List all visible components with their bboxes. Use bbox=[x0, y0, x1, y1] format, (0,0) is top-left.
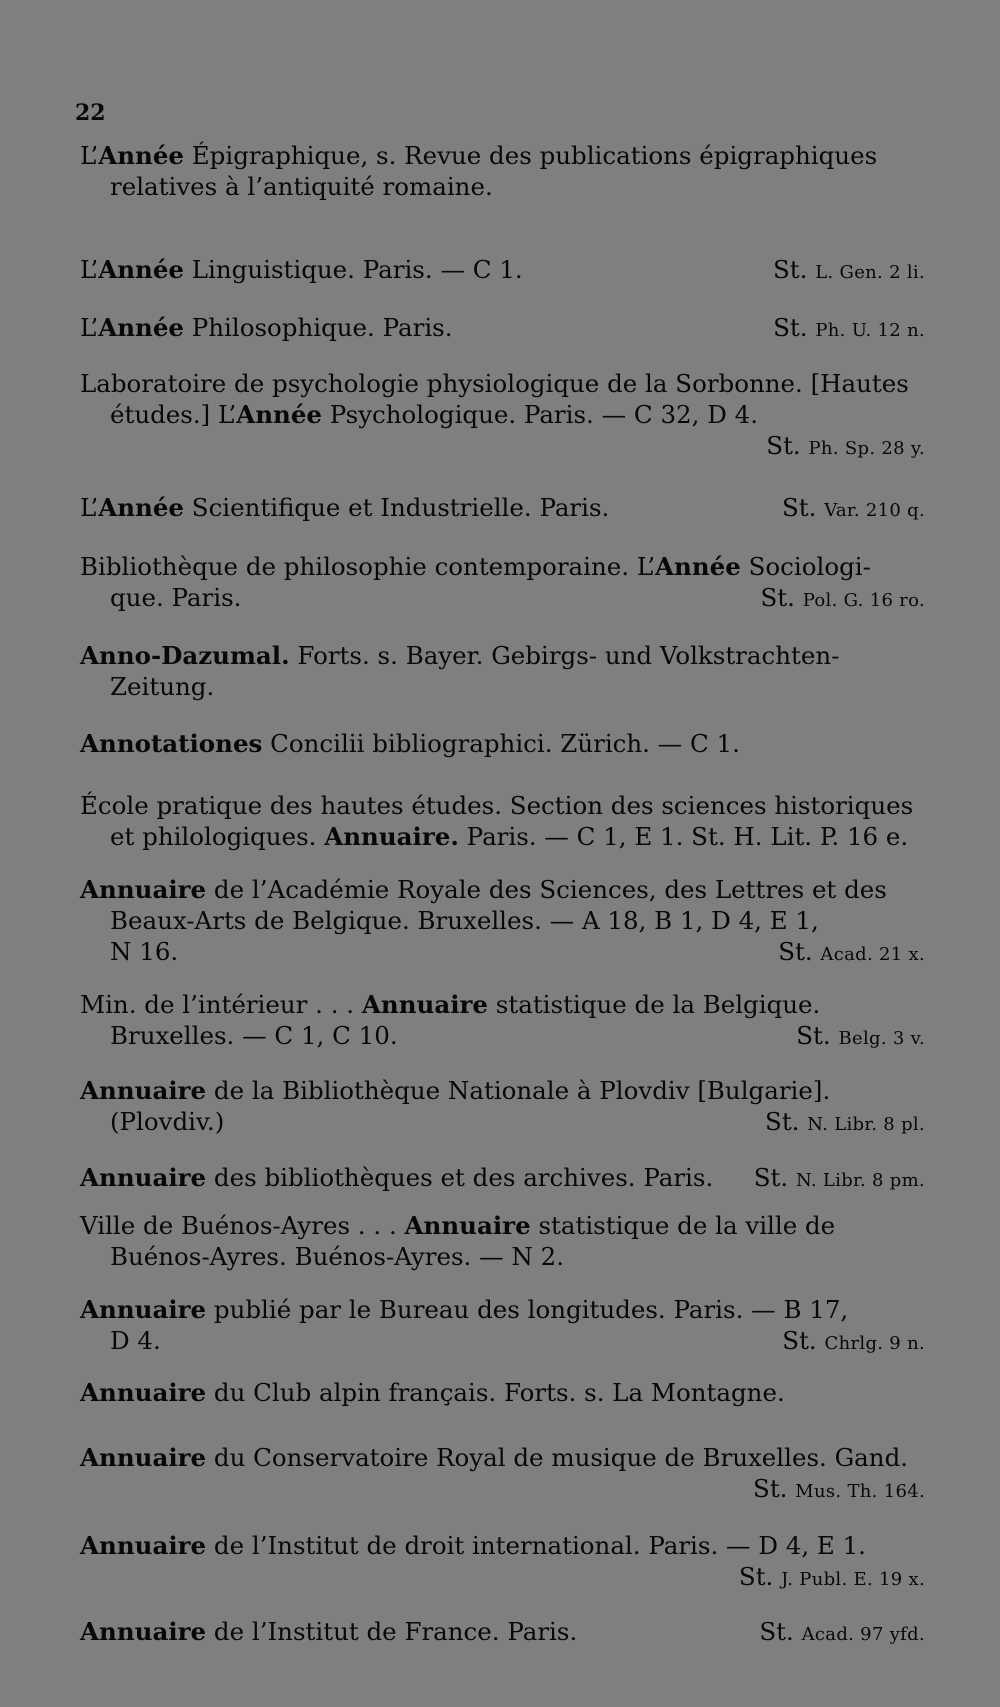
entry-text-post: Paris. — C 1, E 1. St. H. Lit. P. 16 e. bbox=[458, 822, 909, 851]
entry-line bbox=[80, 1294, 925, 1325]
entry-text-post: de l’Institut de droit international. Paris. — D 4, E 1. bbox=[206, 1531, 866, 1560]
entry-line bbox=[80, 254, 925, 288]
entry-keyword: Annuaire bbox=[80, 1076, 207, 1105]
entry-text bbox=[80, 140, 877, 171]
entry-line bbox=[80, 821, 925, 852]
shelf-location-prefix: St. bbox=[759, 1617, 794, 1646]
shelf-location-prefix: St. bbox=[753, 1163, 789, 1192]
catalog-entry bbox=[80, 1075, 925, 1140]
entry-text-post: Épigraphique, s. Revue des publications épigraphiques bbox=[184, 141, 878, 170]
catalog-entry bbox=[80, 1162, 925, 1196]
entry-text bbox=[80, 1075, 830, 1106]
entry-keyword: Annuaire bbox=[80, 1163, 207, 1192]
entry-text bbox=[110, 821, 908, 852]
entry-line bbox=[80, 790, 925, 821]
entry-text-post: Psychologique. Paris. — C 32, D 4. bbox=[322, 400, 759, 429]
entry-keyword: Annotationes bbox=[80, 729, 263, 758]
shelf-location bbox=[773, 254, 925, 288]
entry-line bbox=[80, 1241, 925, 1272]
entry-text-pre: Ville de Buénos-Ayres . . . bbox=[80, 1211, 405, 1240]
shelf-location-code: N. Libr. 8 pm. bbox=[795, 1170, 925, 1191]
entry-line bbox=[80, 1377, 925, 1408]
entry-line bbox=[80, 492, 925, 526]
entry-text-post: Scientifique et Industrielle. Paris. bbox=[184, 493, 610, 522]
shelf-location bbox=[759, 1616, 925, 1650]
shelf-location bbox=[739, 1561, 925, 1595]
catalog-entry bbox=[80, 492, 925, 526]
shelf-location bbox=[761, 582, 926, 616]
entry-line bbox=[80, 936, 925, 970]
catalog-entry bbox=[80, 728, 925, 759]
entry-line bbox=[80, 551, 925, 582]
entry-text-post: statistique de la Belgique. bbox=[488, 990, 821, 1019]
shelf-location-code: J. Publ. E. 19 x. bbox=[781, 1569, 925, 1590]
entry-text bbox=[80, 1162, 713, 1193]
entry-text-pre: Buénos-Ayres. Buénos-Ayres. — N 2. bbox=[110, 1242, 565, 1271]
shelf-location-prefix: St. bbox=[773, 255, 808, 284]
entry-keyword: Année bbox=[98, 141, 184, 170]
entry-text-pre: Beaux-Arts de Belgique. Bruxelles. — A 18, B 1, D 4, E 1, bbox=[110, 906, 819, 935]
shelf-location-code: N. Libr. 8 pl. bbox=[807, 1114, 925, 1135]
entry-line bbox=[80, 582, 925, 616]
entry-line bbox=[80, 989, 925, 1020]
entry-line bbox=[80, 1325, 925, 1359]
shelf-location-prefix: St. bbox=[796, 1021, 831, 1050]
entry-line bbox=[80, 1561, 925, 1595]
shelf-location-code: Acad. 97 yfd. bbox=[801, 1624, 925, 1645]
catalog-entry bbox=[80, 640, 925, 702]
shelf-location bbox=[766, 430, 925, 464]
entry-text-pre: D 4. bbox=[110, 1326, 161, 1355]
shelf-location-code: Ph. Sp. 28 y. bbox=[808, 438, 925, 459]
catalog-entry bbox=[80, 874, 925, 970]
shelf-location-code: Belg. 3 v. bbox=[838, 1028, 925, 1049]
page-number: 22 bbox=[75, 100, 106, 126]
entry-text bbox=[110, 936, 178, 967]
entry-text bbox=[110, 399, 758, 430]
entry-text bbox=[110, 1106, 224, 1137]
entry-text bbox=[80, 1377, 785, 1408]
entry-line bbox=[80, 312, 925, 346]
entry-text-post: Concilii bibliographici. Zürich. — C 1. bbox=[262, 729, 740, 758]
entry-text bbox=[80, 551, 871, 582]
entry-text-pre: Laboratoire de psychologie physiologique de la Sorbonne. [Hautes bbox=[80, 369, 909, 398]
entry-text-pre: L’ bbox=[80, 493, 99, 522]
catalog-entry bbox=[80, 1616, 925, 1650]
entry-text-pre: L’ bbox=[80, 141, 99, 170]
catalog-entry bbox=[80, 254, 925, 288]
entry-text-post: publié par le Bureau des longitudes. Paris. — B 17, bbox=[206, 1295, 849, 1324]
entry-text-pre: Bibliothèque de philosophie contemporaine. L’ bbox=[80, 552, 656, 581]
entry-line bbox=[80, 430, 925, 464]
shelf-location-code: Var. 210 q. bbox=[824, 500, 925, 521]
entry-text-post: Sociologi- bbox=[740, 552, 871, 581]
entry-line bbox=[80, 1075, 925, 1106]
entry-text-post: du Club alpin français. Forts. s. La Montagne. bbox=[206, 1378, 785, 1407]
shelf-location-code: Mus. Th. 164. bbox=[795, 1481, 925, 1502]
entry-text bbox=[80, 1210, 835, 1241]
shelf-location-prefix: St. bbox=[782, 1326, 817, 1355]
shelf-location-code: Chrlg. 9 n. bbox=[824, 1333, 925, 1354]
entry-text bbox=[80, 312, 453, 343]
entry-line bbox=[80, 171, 925, 202]
shelf-location-prefix: St. bbox=[765, 1107, 800, 1136]
shelf-location-code: Ph. U. 12 n. bbox=[815, 320, 925, 341]
entry-line bbox=[80, 1106, 925, 1140]
catalog-entry bbox=[80, 140, 925, 202]
entry-text-post: des bibliothèques et des archives. Paris. bbox=[206, 1163, 714, 1192]
shelf-location-code: Pol. G. 16 ro. bbox=[802, 590, 925, 611]
entry-text-post: de la Bibliothèque Nationale à Plovdiv [Bulgarie]. bbox=[206, 1076, 831, 1105]
catalog-entry bbox=[80, 1210, 925, 1272]
shelf-location-prefix: St. bbox=[778, 937, 813, 966]
entry-keyword: Annuaire bbox=[80, 1295, 207, 1324]
entry-text-pre: études.] L’ bbox=[110, 400, 237, 429]
entry-text bbox=[80, 640, 839, 671]
entry-keyword: Annuaire bbox=[404, 1211, 531, 1240]
entry-text-pre: L’ bbox=[80, 313, 99, 342]
entry-line bbox=[80, 399, 925, 430]
entry-keyword: Annuaire bbox=[80, 1617, 207, 1646]
catalog-entry bbox=[80, 312, 925, 346]
entry-text bbox=[80, 1530, 866, 1561]
entry-text-post: Linguistique. Paris. — C 1. bbox=[184, 255, 523, 284]
entry-line bbox=[80, 905, 925, 936]
entry-text bbox=[110, 1241, 564, 1272]
shelf-location bbox=[773, 312, 925, 346]
entry-text bbox=[110, 905, 819, 936]
entry-text bbox=[80, 989, 820, 1020]
catalog-entry bbox=[80, 1294, 925, 1359]
entry-text bbox=[80, 790, 913, 821]
entry-text bbox=[80, 728, 740, 759]
entry-text bbox=[110, 582, 241, 613]
entry-keyword: Année bbox=[655, 552, 741, 581]
catalog-entry bbox=[80, 1530, 925, 1595]
entry-text-pre: L’ bbox=[80, 255, 99, 284]
entry-keyword: Annuaire. bbox=[324, 822, 459, 851]
entry-keyword: Annuaire bbox=[80, 1443, 207, 1472]
entry-keyword: Année bbox=[236, 400, 323, 429]
entry-keyword: Année bbox=[98, 493, 184, 522]
entry-text bbox=[110, 171, 493, 202]
entry-text-pre: que. Paris. bbox=[110, 583, 242, 612]
entry-line bbox=[80, 1162, 925, 1196]
entry-text bbox=[80, 1442, 908, 1473]
entry-keyword: Année bbox=[98, 313, 184, 342]
entry-line bbox=[80, 671, 925, 702]
catalog-entry bbox=[80, 1442, 925, 1507]
entry-text bbox=[110, 1325, 161, 1356]
entry-text-pre: Bruxelles. — C 1, C 10. bbox=[110, 1021, 398, 1050]
entry-line bbox=[80, 1473, 925, 1507]
entry-text-post: du Conservatoire Royal de musique de Bruxelles. Gand. bbox=[206, 1443, 909, 1472]
entry-text-post: Philosophique. Paris. bbox=[184, 313, 453, 342]
entry-line bbox=[80, 140, 925, 171]
shelf-location-code: L. Gen. 2 li. bbox=[815, 262, 925, 283]
entry-text-post: Forts. s. Bayer. Gebirgs- und Volkstrachten- bbox=[289, 641, 840, 670]
shelf-location bbox=[796, 1020, 925, 1054]
entry-text bbox=[110, 671, 214, 702]
entry-text-pre: relatives à l’antiquité romaine. bbox=[110, 172, 493, 201]
entry-text bbox=[80, 254, 523, 285]
shelf-location bbox=[753, 1473, 925, 1507]
entry-keyword: Annuaire bbox=[80, 1378, 207, 1407]
entry-line bbox=[80, 368, 925, 399]
entry-text bbox=[80, 368, 909, 399]
entry-keyword: Année bbox=[98, 255, 184, 284]
shelf-location-code: Acad. 21 x. bbox=[820, 944, 925, 965]
entry-line bbox=[80, 1210, 925, 1241]
entry-text-pre: N 16. bbox=[110, 937, 179, 966]
entry-keyword: Annuaire bbox=[80, 875, 207, 904]
entry-line bbox=[80, 874, 925, 905]
shelf-location-prefix: St. bbox=[782, 493, 817, 522]
entry-keyword: Annuaire bbox=[80, 1531, 207, 1560]
shelf-location bbox=[782, 492, 925, 526]
shelf-location-prefix: St. bbox=[773, 313, 808, 342]
catalog-entry bbox=[80, 989, 925, 1054]
entry-text bbox=[110, 1020, 398, 1051]
entry-text-pre: et philologiques. bbox=[110, 822, 325, 851]
entry-line bbox=[80, 1616, 925, 1650]
catalog-entry bbox=[80, 1377, 925, 1408]
entry-text-pre: Min. de l’intérieur . . . bbox=[80, 990, 362, 1019]
entry-text bbox=[80, 1294, 848, 1325]
shelf-location bbox=[778, 936, 925, 970]
entry-text bbox=[80, 1616, 577, 1647]
entry-text bbox=[80, 492, 609, 523]
shelf-location bbox=[765, 1106, 925, 1140]
catalog-entry bbox=[80, 368, 925, 464]
entry-line bbox=[80, 640, 925, 671]
shelf-location-prefix: St. bbox=[760, 583, 795, 612]
entry-keyword: Annuaire bbox=[361, 990, 489, 1019]
entry-text-post: de l’Académie Royale des Sciences, des Lettres et des bbox=[206, 875, 887, 904]
shelf-location bbox=[782, 1325, 925, 1359]
entry-text-post: statistique de la ville de bbox=[530, 1211, 836, 1240]
entry-text bbox=[80, 874, 887, 905]
shelf-location bbox=[754, 1162, 925, 1196]
shelf-location-prefix: St. bbox=[753, 1474, 788, 1503]
shelf-location-prefix: St. bbox=[738, 1562, 774, 1591]
entry-text-pre: Zeitung. bbox=[110, 672, 215, 701]
entry-line bbox=[80, 728, 925, 759]
entry-keyword: Anno-Dazumal. bbox=[80, 641, 290, 670]
entry-text-pre: (Plovdiv.) bbox=[110, 1107, 225, 1136]
entry-text-pre: École pratique des hautes études. Section des sciences historiques bbox=[80, 791, 914, 820]
entry-line bbox=[80, 1442, 925, 1473]
entry-text-post: de l’Institut de France. Paris. bbox=[206, 1617, 578, 1646]
catalog-entry bbox=[80, 790, 925, 852]
entry-line bbox=[80, 1530, 925, 1561]
catalog-entry bbox=[80, 551, 925, 616]
entry-line bbox=[80, 1020, 925, 1054]
shelf-location-prefix: St. bbox=[766, 431, 801, 460]
